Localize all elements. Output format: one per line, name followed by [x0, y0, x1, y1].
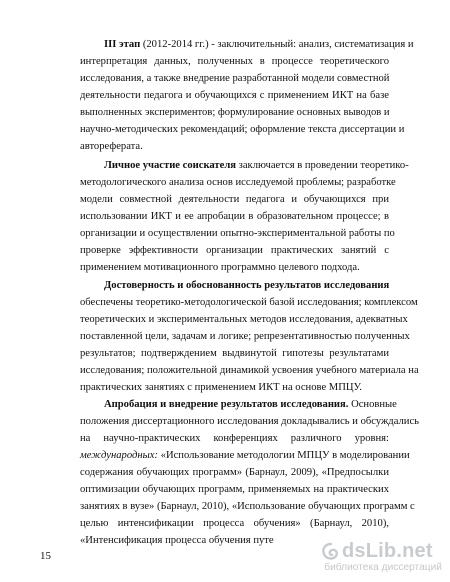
- paragraph-line: модели совместной деятельности педагога и обучающихся при: [80, 194, 389, 205]
- line-text: «Использование методологии МПЦУ в моделировании: [158, 450, 410, 461]
- paragraph-line: результатов; подтверждением выдвинутой гипотезы результатами: [80, 348, 389, 359]
- bold-heading: Апробация и внедрение результатов исследования.: [104, 399, 349, 410]
- paragraph-line: методологического анализа основ исследуемой проблемы; разработке: [80, 177, 396, 188]
- paragraph-line: организации и осуществлении опытно-экспериментальной работы по: [80, 228, 395, 239]
- paragraph-line: научно-методических рекомендаций; оформление текста диссертации и: [80, 124, 405, 135]
- paragraph-line: «Интенсификация процесса обучения путе: [80, 535, 274, 546]
- paragraph-line: [104, 396, 397, 413]
- paragraph-line: практических занятиях с применением ИКТ на основе МПЦУ.: [80, 382, 362, 393]
- watermark-logo: [342, 540, 433, 563]
- paragraph-line: проверке эффективности организации практических занятий с: [80, 245, 389, 256]
- bold-heading: Достоверность и обоснованность результатов исследования: [104, 280, 390, 291]
- paragraph-line: содержания обучающих программ» (Барнаул, 2009), «Предпосылки: [80, 467, 389, 478]
- line-text: Основные: [348, 399, 397, 410]
- logo-rest: Lib.net: [365, 540, 433, 562]
- page-number: 15: [40, 550, 51, 562]
- paragraph-line: исследования; положительной динамикой усвоения учебного материала на: [80, 365, 419, 376]
- watermark: [320, 540, 442, 576]
- paragraph-line: обеспечены теоретико-методологической базой исследования; комплексом: [80, 297, 418, 308]
- paragraph-line: [80, 447, 410, 464]
- paragraph-line: автореферата.: [80, 141, 143, 152]
- paragraph-line: [104, 277, 389, 294]
- line-text: (2012-2014 гг.) - заключительный: анализ, систематизация и: [140, 39, 414, 50]
- paragraph-line: выполненных экспериментов; формулирование основных выводов и: [80, 107, 390, 118]
- italic-label: международных:: [80, 450, 158, 461]
- paragraph-line: положения диссертационного исследования докладывались и обсуждались: [80, 416, 419, 427]
- paragraph-line: занятиях в вузе» (Барнаул, 2010), «Использование обучающих программ с: [80, 501, 415, 512]
- paragraph-line: исследования, а также внедрение разработанной модели совместной: [80, 73, 390, 84]
- paragraph-line: [104, 157, 409, 174]
- bold-heading: Личное участие соискателя: [104, 160, 237, 171]
- paragraph-line: оптимизации обучающих программ, применяемых на практических: [80, 484, 389, 495]
- logo-ds: ds: [342, 540, 366, 562]
- paragraph-line: поставленной цели, задачам и логике; репрезентативностью полученных: [80, 331, 410, 342]
- paragraph-line: интерпретация данных, полученных в процессе теоретического: [80, 56, 389, 67]
- paragraph-line: деятельности педагога и обучающихся с применением ИКТ на базе: [80, 90, 389, 101]
- paragraph-line: на научно-практических конференциях различного уровня:: [80, 433, 389, 444]
- bold-heading: III этап: [104, 39, 141, 50]
- paragraph-line: использовании ИКТ и ее апробации в образовательном процессе; в: [80, 211, 389, 222]
- watermark-subtitle: библиотека диссертаций: [324, 562, 442, 573]
- line-text: заключается в проведении теоретико-: [236, 160, 409, 171]
- paragraph-line: [104, 36, 414, 53]
- paragraph-line: применением мотивационного программно целевого подхода.: [80, 262, 360, 273]
- paragraph-line: целью интенсификации процесса обучения» (Барнаул, 2010),: [80, 518, 389, 529]
- paragraph-line: теоретических и экспериментальных методов исследования, адекватных: [80, 314, 408, 325]
- swirl-logo-icon: [320, 542, 342, 564]
